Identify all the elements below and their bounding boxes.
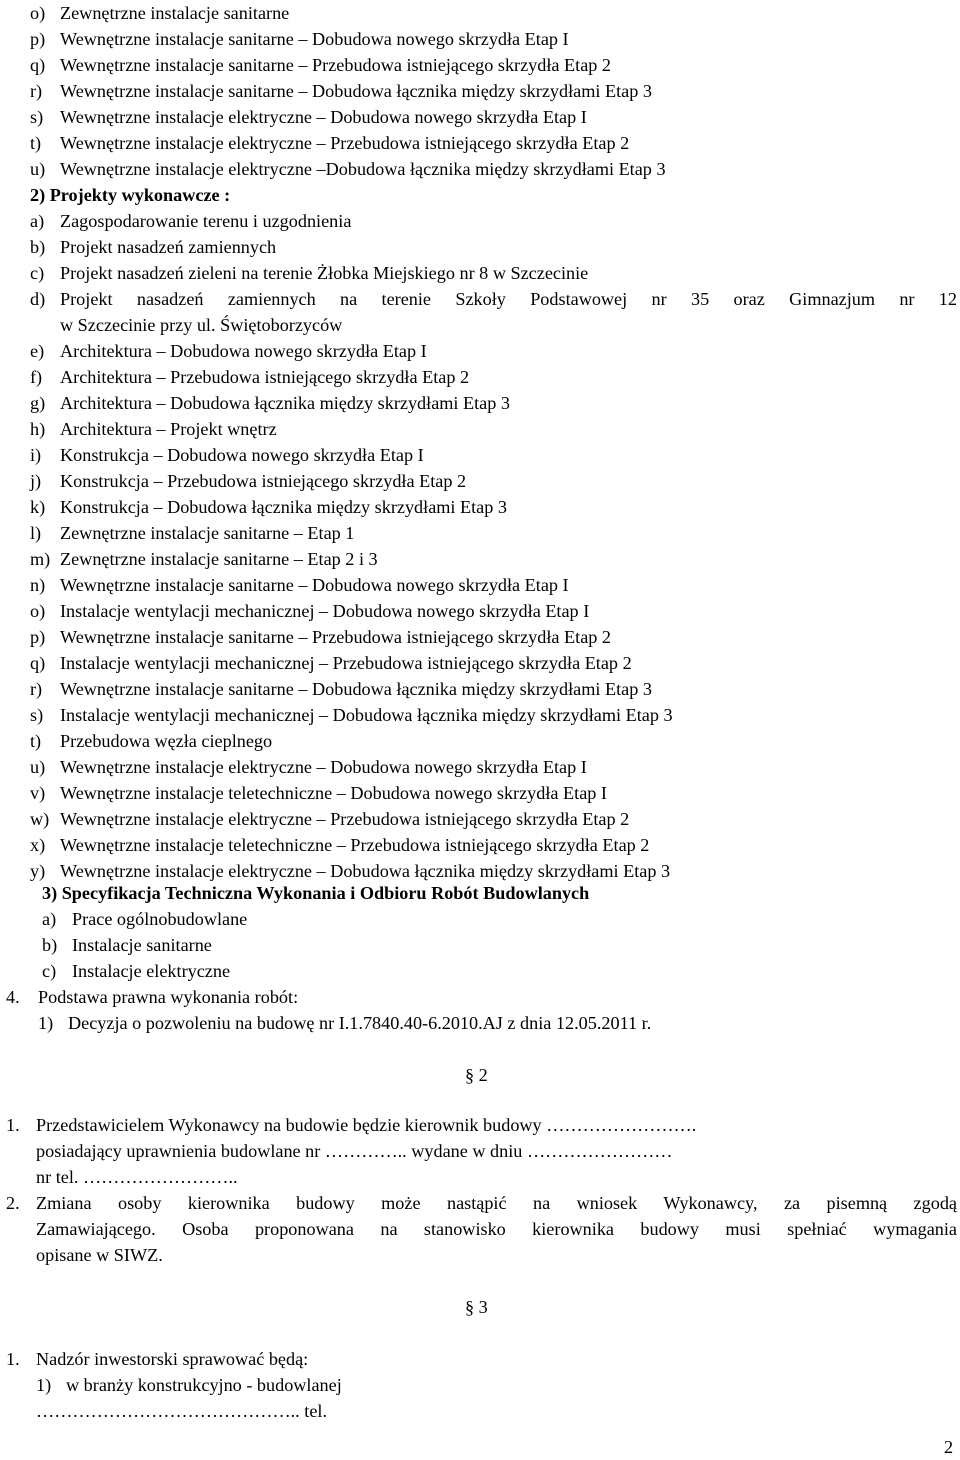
list-item: r) Wewnętrzne instalacje sanitarne – Dobudowa łącznika między skrzydłami Etap 3	[30, 81, 652, 101]
list-item: a) Prace ogólnobudowlane	[42, 909, 248, 929]
list-item: o) Zewnętrzne instalacje sanitarne	[30, 3, 290, 23]
list-item: y) Wewnętrzne instalacje elektryczne – Dobudowa łącznika między skrzydłami Etap 3	[30, 861, 671, 881]
list-item: 1) Decyzja o pozwoleniu na budowę nr I.1.7840.40-6.2010.AJ z dnia 12.05.2011 r.	[38, 1013, 652, 1033]
list-item: u) Wewnętrzne instalacje elektryczne –Dobudowa łącznika między skrzydłami Etap 3	[30, 159, 666, 179]
text-line: posiadający uprawnienia budowlane nr ………….. wydane w dniu ……………………	[36, 1141, 673, 1161]
list-item: 1) w branży konstrukcyjno - budowlanej	[36, 1375, 342, 1395]
list-item: d) Projekt nasadzeń zamiennych na terenie Szkoły Podstawowej nr 35 oraz Gimnazjum nr 12	[30, 289, 957, 309]
section-heading: 3) Specyfikacja Techniczna Wykonania i Odbioru Robót Budowlanych	[42, 883, 590, 903]
list-item: c) Instalacje elektryczne	[42, 961, 231, 981]
list-item: f) Architektura – Przebudowa istniejącego skrzydła Etap 2	[30, 367, 470, 387]
list-item: h) Architektura – Projekt wnętrz	[30, 419, 277, 439]
list-item: k) Konstrukcja – Dobudowa łącznika między skrzydłami Etap 3	[30, 497, 507, 517]
numbered-point: 4. Podstawa prawna wykonania robót:	[6, 987, 299, 1007]
list-item: p) Wewnętrzne instalacje sanitarne – Dobudowa nowego skrzydła Etap I	[30, 29, 569, 49]
list-item: p) Wewnętrzne instalacje sanitarne – Przebudowa istniejącego skrzydła Etap 2	[30, 627, 612, 647]
list-item: v) Wewnętrzne instalacje teletechniczne – Dobudowa nowego skrzydła Etap I	[30, 783, 607, 803]
list-item: u) Wewnętrzne instalacje elektryczne – Dobudowa nowego skrzydła Etap I	[30, 757, 587, 777]
list-item: t) Przebudowa węzła cieplnego	[30, 731, 273, 751]
list-item: m) Zewnętrzne instalacje sanitarne – Etap 2 i 3	[30, 549, 378, 569]
list-item: e) Architektura – Dobudowa nowego skrzydła Etap I	[30, 341, 427, 361]
text-line: opisane w SIWZ.	[36, 1245, 163, 1265]
list-item: q) Instalacje wentylacji mechanicznej – Przebudowa istniejącego skrzydła Etap 2	[30, 653, 632, 673]
list-item: o) Instalacje wentylacji mechanicznej – Dobudowa nowego skrzydła Etap I	[30, 601, 590, 621]
text-line: …………………………………….. tel.	[36, 1401, 327, 1421]
list-item: r) Wewnętrzne instalacje sanitarne – Dobudowa łącznika między skrzydłami Etap 3	[30, 679, 652, 699]
list-item: i) Konstrukcja – Dobudowa nowego skrzydła Etap I	[30, 445, 424, 465]
section-heading: 2) Projekty wykonawcze :	[30, 185, 231, 205]
list-item: t) Wewnętrzne instalacje elektryczne – Przebudowa istniejącego skrzydła Etap 2	[30, 133, 630, 153]
numbered-point: 1. Przedstawicielem Wykonawcy na budowie będzie kierownik budowy …………………….	[6, 1115, 697, 1135]
list-item: x) Wewnętrzne instalacje teletechniczne – Przebudowa istniejącego skrzydła Etap 2	[30, 835, 650, 855]
list-item: j) Konstrukcja – Przebudowa istniejącego skrzydła Etap 2	[30, 471, 467, 491]
paragraph-heading: § 2	[465, 1065, 488, 1085]
list-item: g) Architektura – Dobudowa łącznika między skrzydłami Etap 3	[30, 393, 510, 413]
list-item: c) Projekt nasadzeń zieleni na terenie Żłobka Miejskiego nr 8 w Szczecinie	[30, 263, 589, 283]
list-item: b) Projekt nasadzeń zamiennych	[30, 237, 277, 257]
text-line: Zamawiającego. Osoba proponowana na stanowisko kierownika budowy musi spełniać wymagania	[36, 1219, 957, 1239]
paragraph-heading: § 3	[465, 1297, 488, 1317]
list-item: q) Wewnętrzne instalacje sanitarne – Przebudowa istniejącego skrzydła Etap 2	[30, 55, 612, 75]
numbered-point: 2. Zmiana osoby kierownika budowy może nastąpić na wniosek Wykonawcy, za pisemną zgodą	[6, 1193, 957, 1213]
list-item: b) Instalacje sanitarne	[42, 935, 212, 955]
list-item: l) Zewnętrzne instalacje sanitarne – Etap 1	[30, 523, 355, 543]
numbered-point: 1. Nadzór inwestorski sprawować będą:	[6, 1349, 309, 1369]
list-item: s) Wewnętrzne instalacje elektryczne – Dobudowa nowego skrzydła Etap I	[30, 107, 587, 127]
text-line: nr tel. ……………………..	[36, 1167, 238, 1187]
list-item: a) Zagospodarowanie terenu i uzgodnienia	[30, 211, 352, 231]
list-item: s) Instalacje wentylacji mechanicznej – Dobudowa łącznika między skrzydłami Etap 3	[30, 705, 673, 725]
list-item: n) Wewnętrzne instalacje sanitarne – Dobudowa nowego skrzydła Etap I	[30, 575, 569, 595]
page-number: 2	[944, 1437, 954, 1457]
list-item-continuation: w Szczecinie przy ul. Świętoborzyców	[60, 315, 343, 335]
list-item: w) Wewnętrzne instalacje elektryczne – Przebudowa istniejącego skrzydła Etap 2	[30, 809, 630, 829]
